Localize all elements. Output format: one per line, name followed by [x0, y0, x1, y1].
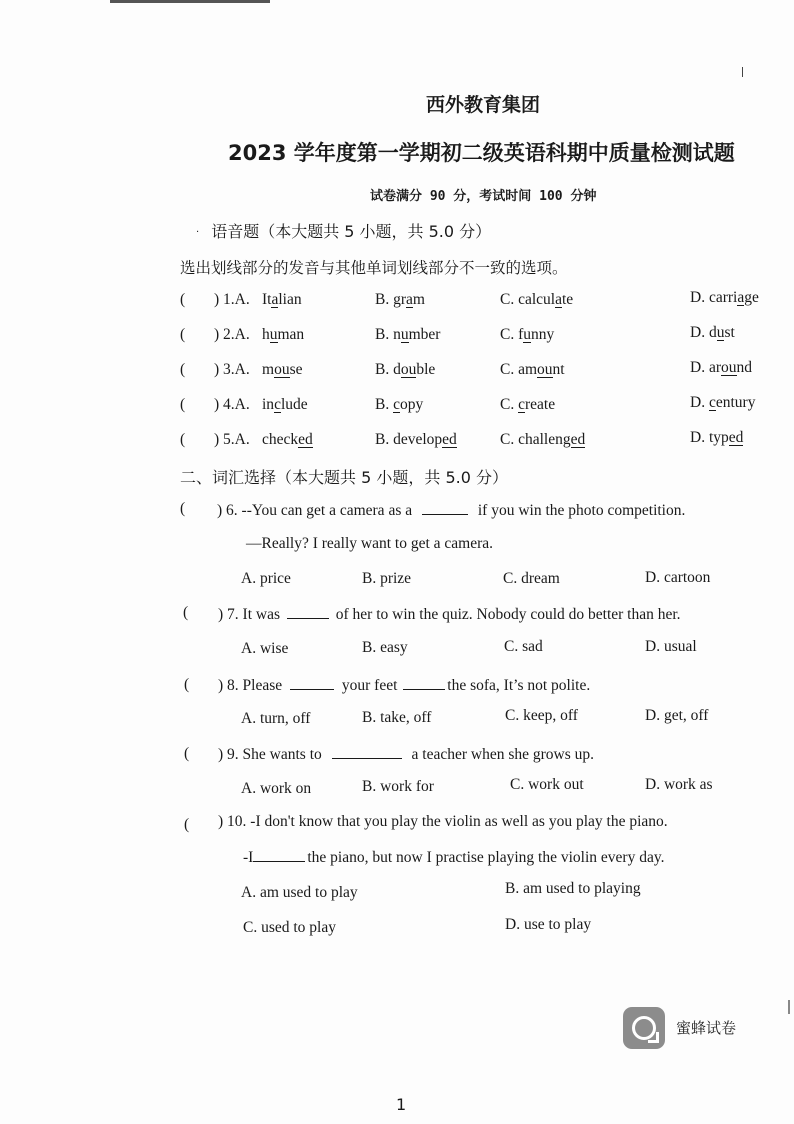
q4-option-d[interactable]	[690, 394, 755, 412]
q6-option-d[interactable]: D. cartoon	[645, 569, 711, 586]
q3-option-a-suffix: se	[289, 361, 303, 378]
q6-stem	[217, 500, 685, 520]
q6-option-a[interactable]: A. price	[241, 570, 291, 587]
q3-option-b-underlined: ou	[400, 361, 417, 378]
q1-option-a[interactable]	[262, 291, 302, 309]
q6-paren: (	[180, 500, 186, 517]
q1-option-c-prefix: C. calcul	[500, 291, 556, 308]
q4-option-b-suffix: opy	[399, 396, 424, 413]
q8-mid: your feet	[341, 677, 398, 694]
q1-option-b[interactable]	[375, 291, 425, 309]
q9-option-b[interactable]: B. work for	[362, 778, 434, 795]
q9-blank[interactable]	[332, 744, 402, 759]
q3-option-b[interactable]	[375, 361, 435, 379]
q7-option-b[interactable]: B. easy	[362, 639, 408, 656]
q2-option-c[interactable]	[500, 326, 554, 344]
q8-stem	[218, 675, 590, 695]
q2-option-d-prefix: D. d	[690, 324, 717, 341]
q8-option-a[interactable]: A. turn, off	[241, 710, 311, 727]
q6-post: if you win the photo competition.	[477, 502, 686, 519]
q5-option-c-underlined: ed	[570, 431, 586, 448]
q3-option-b-suffix: ble	[416, 361, 436, 378]
section1-instruction: 选出划线部分的发音与其他单词划线部分不一致的选项。	[180, 259, 568, 277]
q4-option-a[interactable]	[262, 396, 308, 414]
q1-option-a-prefix: It	[262, 291, 272, 308]
q5-option-a-underlined: ed	[298, 431, 313, 448]
q5-option-d-underlined: ed	[728, 429, 744, 446]
q1-option-c[interactable]	[500, 291, 573, 309]
q5-option-a-prefix: check	[262, 431, 299, 448]
q3-option-d-prefix: D. ar	[690, 359, 721, 376]
q3-paren: (	[180, 361, 186, 378]
q5-option-d[interactable]	[690, 429, 743, 447]
scan-mark-edge	[788, 1000, 790, 1014]
q4-option-d-suffix: entury	[715, 394, 756, 411]
q4-option-d-underlined: c	[708, 394, 716, 411]
q1-option-d-underlined: a	[737, 289, 745, 306]
q7-option-d[interactable]: D. usual	[645, 638, 697, 655]
q9-option-c[interactable]: C. work out	[510, 776, 584, 793]
q1-option-b-underlined: a	[406, 291, 413, 308]
q10-paren: (	[184, 816, 190, 833]
section1-title: · 语音题（本大题共 5 小题，共 5.0 分）	[196, 222, 492, 241]
q2-option-b[interactable]	[375, 326, 440, 344]
q2-option-a-underlined: u	[269, 326, 278, 343]
q10-pre: -I	[243, 849, 254, 866]
q3-number: ) 3.A.	[214, 361, 250, 378]
q4-number: ) 4.A.	[214, 396, 250, 413]
q3-option-c-suffix: nt	[552, 361, 565, 378]
q2-option-d-underlined: u	[716, 324, 725, 341]
q2-option-c-prefix: C. f	[500, 326, 524, 343]
q8-post: the sofa, It’s not polite.	[447, 677, 591, 694]
q7-paren: (	[183, 604, 189, 621]
q3-option-a[interactable]	[262, 361, 302, 379]
section1-title-text: 语音题（本大题共 5 小题，共 5.0 分）	[211, 222, 492, 241]
q6-option-c[interactable]: C. dream	[503, 570, 560, 587]
q9-paren: (	[184, 745, 190, 762]
q4-option-b[interactable]	[375, 396, 423, 414]
q1-number: ) 1.A.	[214, 291, 250, 308]
q7-blank[interactable]	[287, 604, 329, 619]
q8-option-c[interactable]: C. keep, off	[505, 707, 578, 724]
q8-pre: ) 8. Please	[218, 677, 283, 694]
q4-option-c-underlined: c	[518, 396, 525, 413]
q2-option-a[interactable]	[262, 326, 304, 344]
q10-blank[interactable]	[253, 847, 305, 862]
q10-option-b[interactable]: B. am used to playing	[505, 880, 641, 897]
q9-option-d[interactable]: D. work as	[645, 776, 713, 793]
q2-option-a-suffix: man	[277, 326, 305, 343]
q1-option-c-underlined: a	[555, 291, 562, 308]
q4-option-c[interactable]	[500, 396, 555, 414]
q4-paren: (	[180, 396, 186, 413]
q2-option-c-underlined: u	[523, 326, 531, 343]
q8-option-d[interactable]: D. get, off	[645, 707, 709, 724]
bee-exam-logo-icon	[623, 1007, 665, 1049]
q4-option-a-prefix: in	[262, 396, 275, 413]
q1-option-b-suffix: m	[412, 291, 425, 308]
q4-option-b-prefix: B.	[375, 396, 394, 413]
q1-option-b-prefix: B. gr	[375, 291, 406, 308]
q3-option-d-underlined: ou	[721, 359, 737, 376]
q4-option-c-suffix: reate	[524, 396, 556, 413]
q5-option-d-prefix: D. typ	[690, 429, 729, 446]
exam-title: 2023 学年度第一学期初二级英语科期中质量检测试题	[228, 141, 735, 165]
scan-mark-right	[742, 67, 743, 77]
q8-option-b[interactable]: B. take, off	[362, 709, 432, 726]
q6-pre: ) 6. --You can get a camera as a	[217, 502, 413, 519]
q1-option-d[interactable]	[690, 289, 759, 307]
org-title: 西外教育集团	[426, 94, 541, 116]
q9-post: a teacher when she grows up.	[411, 746, 595, 763]
q4-option-b-underlined: c	[393, 396, 400, 413]
exam-subtitle: 试卷满分 90 分，考试时间 100 分钟	[370, 189, 597, 204]
q10-line2	[243, 847, 664, 867]
q9-option-a[interactable]: A. work on	[241, 780, 312, 797]
watermark-text: 蜜蜂试卷	[676, 1019, 737, 1037]
q5-option-b[interactable]	[375, 431, 457, 449]
q6-blank[interactable]	[422, 500, 468, 515]
q3-option-d-suffix: nd	[736, 359, 752, 376]
q2-option-d-suffix: st	[724, 324, 735, 341]
page-number: 1	[396, 1095, 407, 1114]
q1-option-c-suffix: te	[561, 291, 574, 308]
scan-mark-top	[110, 0, 270, 3]
q7-post: of her to win the quiz. Nobody could do better than her.	[335, 606, 681, 623]
q5-option-b-prefix: B. develop	[375, 431, 443, 448]
q4-option-a-underlined: c	[274, 396, 281, 413]
q6-option-b[interactable]: B. prize	[362, 570, 412, 587]
q5-option-a[interactable]	[262, 431, 313, 449]
q3-option-d[interactable]	[690, 359, 752, 377]
q10-line1: ) 10. -I don't know that you play the violin as well as you play the piano.	[218, 813, 668, 830]
q7-stem	[218, 604, 681, 624]
q2-option-a-prefix: h	[262, 326, 270, 343]
q1-option-d-suffix: ge	[744, 289, 759, 306]
q8-paren: (	[184, 676, 190, 693]
q1-paren: (	[180, 291, 186, 308]
q8-blank-1[interactable]	[290, 675, 334, 690]
q10-option-c[interactable]: C. used to play	[243, 919, 336, 936]
q2-option-b-prefix: B. n	[375, 326, 401, 343]
section2-title: 二、词汇选择（本大题共 5 小题，共 5.0 分）	[180, 468, 508, 487]
q2-paren: (	[180, 326, 186, 343]
q2-number: ) 2.A.	[214, 326, 250, 343]
q1-option-d-prefix: D. carri	[690, 289, 738, 306]
q4-option-d-prefix: D.	[690, 394, 709, 411]
q3-option-c-underlined: ou	[537, 361, 553, 378]
q4-option-a-suffix: lude	[280, 396, 308, 413]
q9-pre: ) 9. She wants to	[218, 746, 322, 763]
q7-option-a[interactable]: A. wise	[241, 640, 289, 657]
q5-option-c-prefix: C. challeng	[500, 431, 571, 448]
q3-option-c-prefix: C. am	[500, 361, 538, 378]
q10-option-d[interactable]: D. use to play	[505, 916, 592, 933]
q5-number: ) 5.A.	[214, 431, 250, 448]
q6-line2: —Really? I really want to get a camera.	[246, 535, 494, 552]
q9-stem	[218, 744, 594, 764]
q3-option-a-underlined: ou	[274, 361, 290, 378]
q5-paren: (	[180, 431, 186, 448]
q1-option-a-underlined: a	[271, 291, 279, 308]
q3-option-b-prefix: B. d	[375, 361, 401, 378]
q5-option-b-underlined: ed	[442, 431, 457, 448]
q2-option-b-suffix: mber	[408, 326, 441, 343]
q4-option-c-prefix: C.	[500, 396, 519, 413]
q7-pre: ) 7. It was	[218, 606, 280, 623]
q3-option-a-prefix: m	[262, 361, 275, 378]
q10-option-a[interactable]: A. am used to play	[241, 884, 358, 901]
q2-option-b-underlined: u	[400, 326, 409, 343]
q8-blank-2[interactable]	[403, 675, 445, 690]
q5-option-c[interactable]	[500, 431, 585, 449]
q7-option-c[interactable]: C. sad	[504, 638, 543, 655]
q3-option-c[interactable]	[500, 361, 565, 379]
q2-option-c-suffix: nny	[531, 326, 555, 343]
q2-option-d[interactable]	[690, 324, 735, 342]
q1-option-a-suffix: lian	[278, 291, 302, 308]
q10-post: the piano, but now I practise playing the violin every day.	[307, 849, 665, 866]
